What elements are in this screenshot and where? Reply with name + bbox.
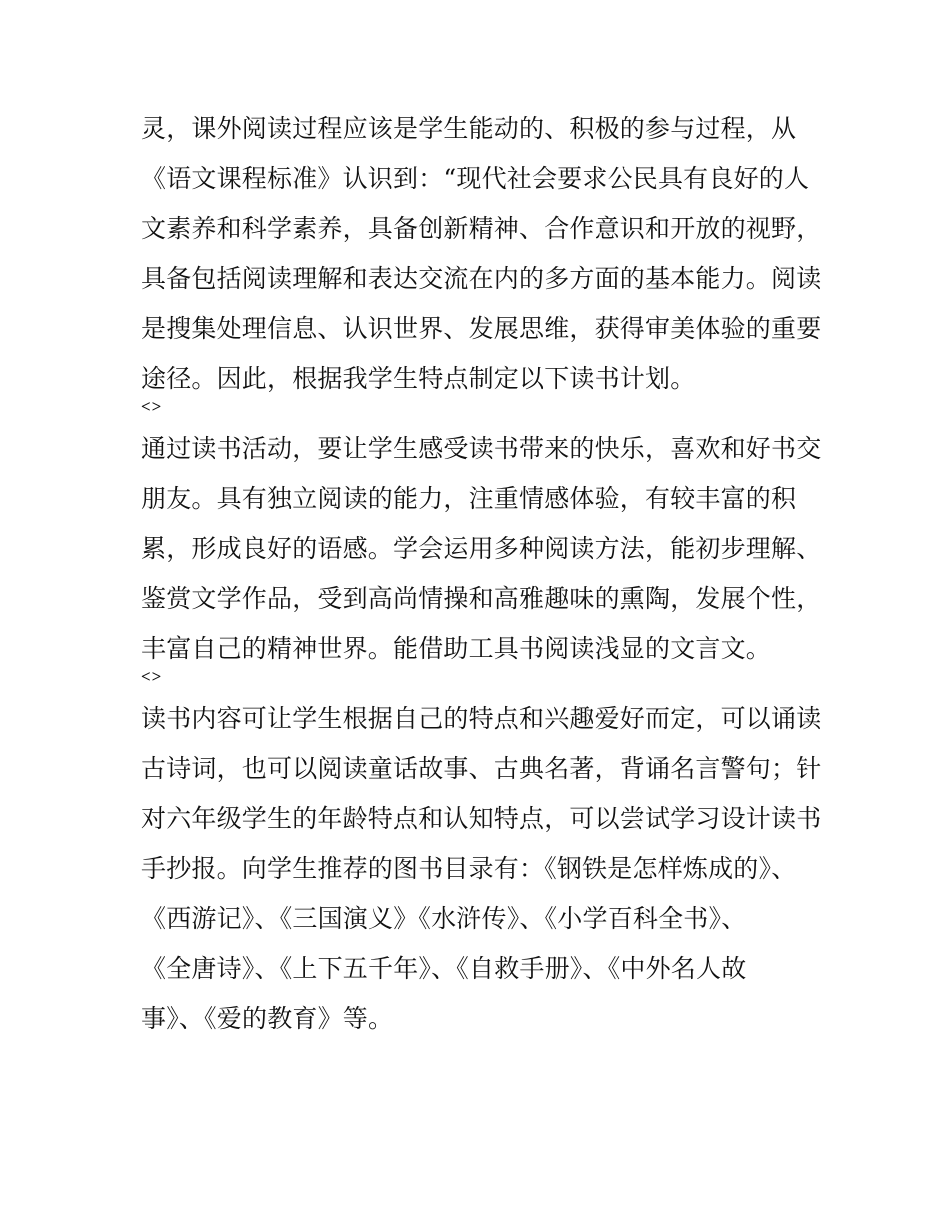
text-line: 手抄报。向学生推荐的图书目录有：《钢铁是怎样炼成的》、 xyxy=(141,854,797,883)
text-line: 《全唐诗》、《上下五千年》、《自救手册》、《中外名人故 xyxy=(141,954,747,983)
text-line: 途径。因此，根据我学生特点制定以下读书计划。 xyxy=(141,364,696,393)
text-line: 灵，课外阅读过程应该是学生能动的、积极的参与过程，从 xyxy=(141,114,797,143)
text-line: 丰富自己的精神世界。能借助工具书阅读浅显的文言文。 xyxy=(141,634,772,663)
text-line: 事》、《爱的教育》等。 xyxy=(141,1004,394,1033)
text-line: 是搜集处理信息、认识世界、发展思维，获得审美体验的重要 xyxy=(141,314,822,343)
document-body xyxy=(141,111,821,1051)
text-line: 《语文课程标准》认识到：“现代社会要求公民具有良好的人 xyxy=(141,164,810,193)
text-line: 古诗词，也可以阅读童话故事、古典名著，背诵名言警句；针 xyxy=(141,754,822,783)
paragraph-reading-goals xyxy=(141,431,821,681)
section-separator: <> xyxy=(141,667,163,686)
section-separator: <> xyxy=(141,397,163,416)
paragraph-reading-purpose xyxy=(141,111,821,411)
text-line: 文素养和科学素养，具备创新精神、合作意识和开放的视野， xyxy=(141,214,822,243)
text-line: 对六年级学生的年龄特点和认知特点，可以尝试学习设计读书 xyxy=(141,804,822,833)
text-line: 具备包括阅读理解和表达交流在内的多方面的基本能力。阅读 xyxy=(141,264,822,293)
paragraph-reading-content xyxy=(141,701,821,1051)
text-line: 读书内容可让学生根据自己的特点和兴趣爱好而定，可以诵读 xyxy=(141,704,822,733)
text-line: 《西游记》、《三国演义》《水浒传》、《小学百科全书》、 xyxy=(141,904,747,933)
text-line: 累，形成良好的语感。学会运用多种阅读方法，能初步理解、 xyxy=(141,534,822,563)
text-line: 鉴赏文学作品，受到高尚情操和高雅趣味的熏陶，发展个性， xyxy=(141,584,822,613)
text-line: 朋友。具有独立阅读的能力，注重情感体验，有较丰富的积 xyxy=(141,484,797,513)
text-line: 通过读书活动，要让学生感受读书带来的快乐，喜欢和好书交 xyxy=(141,434,822,463)
